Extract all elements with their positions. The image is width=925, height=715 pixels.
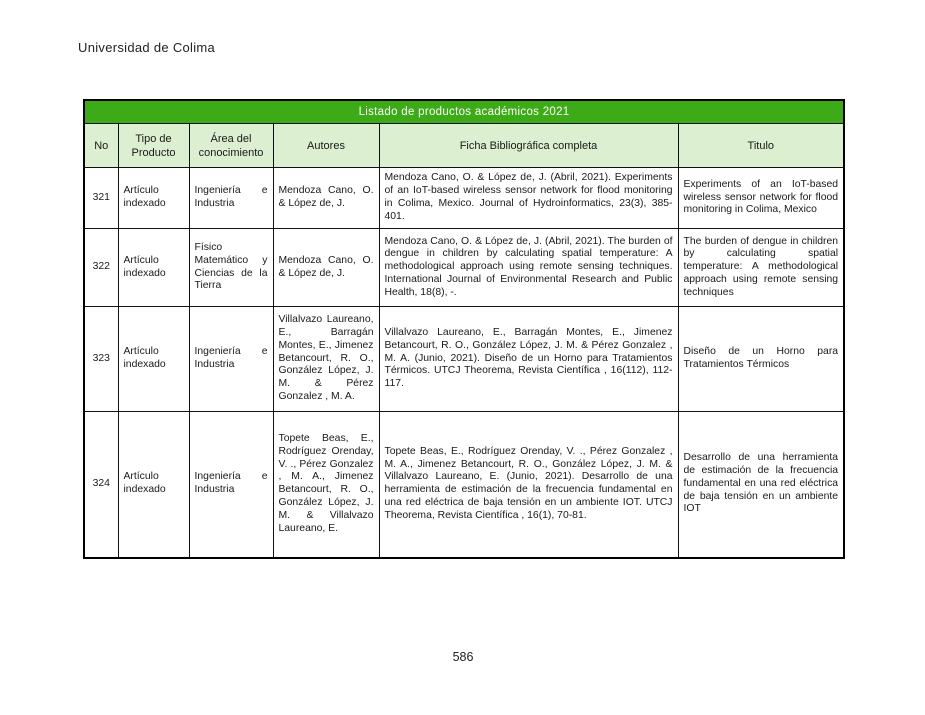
cell-no: 323 <box>84 307 118 412</box>
column-header-row <box>84 124 844 168</box>
cell-tipo-producto: Artículo indexado <box>118 229 189 307</box>
cell-area-conocimiento: Ingeniería e Industria <box>189 412 273 558</box>
cell-tipo-producto: Artículo indexado <box>118 307 189 412</box>
cell-autores: Mendoza Cano, O. & López de, J. <box>273 229 379 307</box>
cell-titulo: Experiments of an IoT-based wireless sensor network for flood monitoring in Colima, Mexico <box>678 168 844 229</box>
cell-area-conocimiento: Físico Matemático y Ciencias de la Tierra <box>189 229 273 307</box>
cell-titulo: Diseño de un Horno para Tratamientos Térmicos <box>678 307 844 412</box>
cell-titulo: The burden of dengue in children by calculating spatial temperature: A methodological approach using remote sensing techniques <box>678 229 844 307</box>
table-row <box>84 229 844 307</box>
cell-area-conocimiento: Ingeniería e Industria <box>189 168 273 229</box>
products-table <box>83 99 845 559</box>
cell-area-conocimiento: Ingeniería e Industria <box>189 307 273 412</box>
column-header-titulo: Titulo <box>678 124 844 168</box>
cell-autores: Villalvazo Laureano, E., Barragán Montes, E., Jimenez Betancourt, R. O., González López, J. M. & Pérez Gonzalez , M. A. <box>273 307 379 412</box>
column-header-no: No <box>84 124 118 168</box>
cell-tipo-producto: Artículo indexado <box>118 168 189 229</box>
cell-autores: Mendoza Cano, O. & López de, J. <box>273 168 379 229</box>
cell-no: 321 <box>84 168 118 229</box>
cell-ficha-bibliografica: Mendoza Cano, O. & López de, J. (Abril, 2021). Experiments of an IoT-based wireless sensor network for flood monitoring in Colima, Mexico. Journal of Hydroinformatics, 23(3), 385-401. <box>379 168 678 229</box>
column-header-area: Área del conocimiento <box>189 124 273 168</box>
table-row <box>84 307 844 412</box>
page-number: 586 <box>452 650 474 664</box>
cell-ficha-bibliografica: Villalvazo Laureano, E., Barragán Montes, E., Jimenez Betancourt, R. O., González López, J. M. & Pérez Gonzalez , M. A. (Junio, 2021). Diseño de un Horno para Tratamientos Térmicos. UTCJ Theorema, Revista Científica , 16(112), 112-117. <box>379 307 678 412</box>
column-header-tipo: Tipo de Producto <box>118 124 189 168</box>
cell-ficha-bibliografica: Topete Beas, E., Rodríguez Orenday, V. ., Pérez Gonzalez , M. A., Jimenez Betancourt, R. O., González López, J. M. & Villalvazo Laureano, E. (Junio, 2021). Desarrollo de una herramienta de estimación de la frecuencia fundamental en una red eléctrica de baja tensión en un ambiente IOT. UTCJ Theorema, Revista Científica , 16(1), 70-81. <box>379 412 678 558</box>
column-header-ficha: Ficha Bibliográfica completa <box>379 124 678 168</box>
cell-ficha-bibliografica: Mendoza Cano, O. & López de, J. (Abril, 2021). The burden of dengue in children by calculating spatial temperature: A methodological approach using remote sensing techniques. International Journal of Environmental Research and Public Health, 18(8), -. <box>379 229 678 307</box>
cell-tipo-producto: Artículo indexado <box>118 412 189 558</box>
table-row <box>84 168 844 229</box>
cell-no: 324 <box>84 412 118 558</box>
table-title: Listado de productos académicos 2021 <box>84 100 844 124</box>
cell-titulo: Desarrollo de una herramienta de estimación de la frecuencia fundamental en una red eléctrica de baja tensión en un ambiente IOT <box>678 412 844 558</box>
table-row <box>84 412 844 558</box>
cell-no: 322 <box>84 229 118 307</box>
cell-autores: Topete Beas, E., Rodríguez Orenday, V. ., Pérez Gonzalez , M. A., Jimenez Betancourt, R. O., González López, J. M. & Villalvazo Laureano, E. <box>273 412 379 558</box>
table-title-row <box>84 100 844 124</box>
university-name: Universidad de Colima <box>78 40 216 55</box>
column-header-autores: Autores <box>273 124 379 168</box>
